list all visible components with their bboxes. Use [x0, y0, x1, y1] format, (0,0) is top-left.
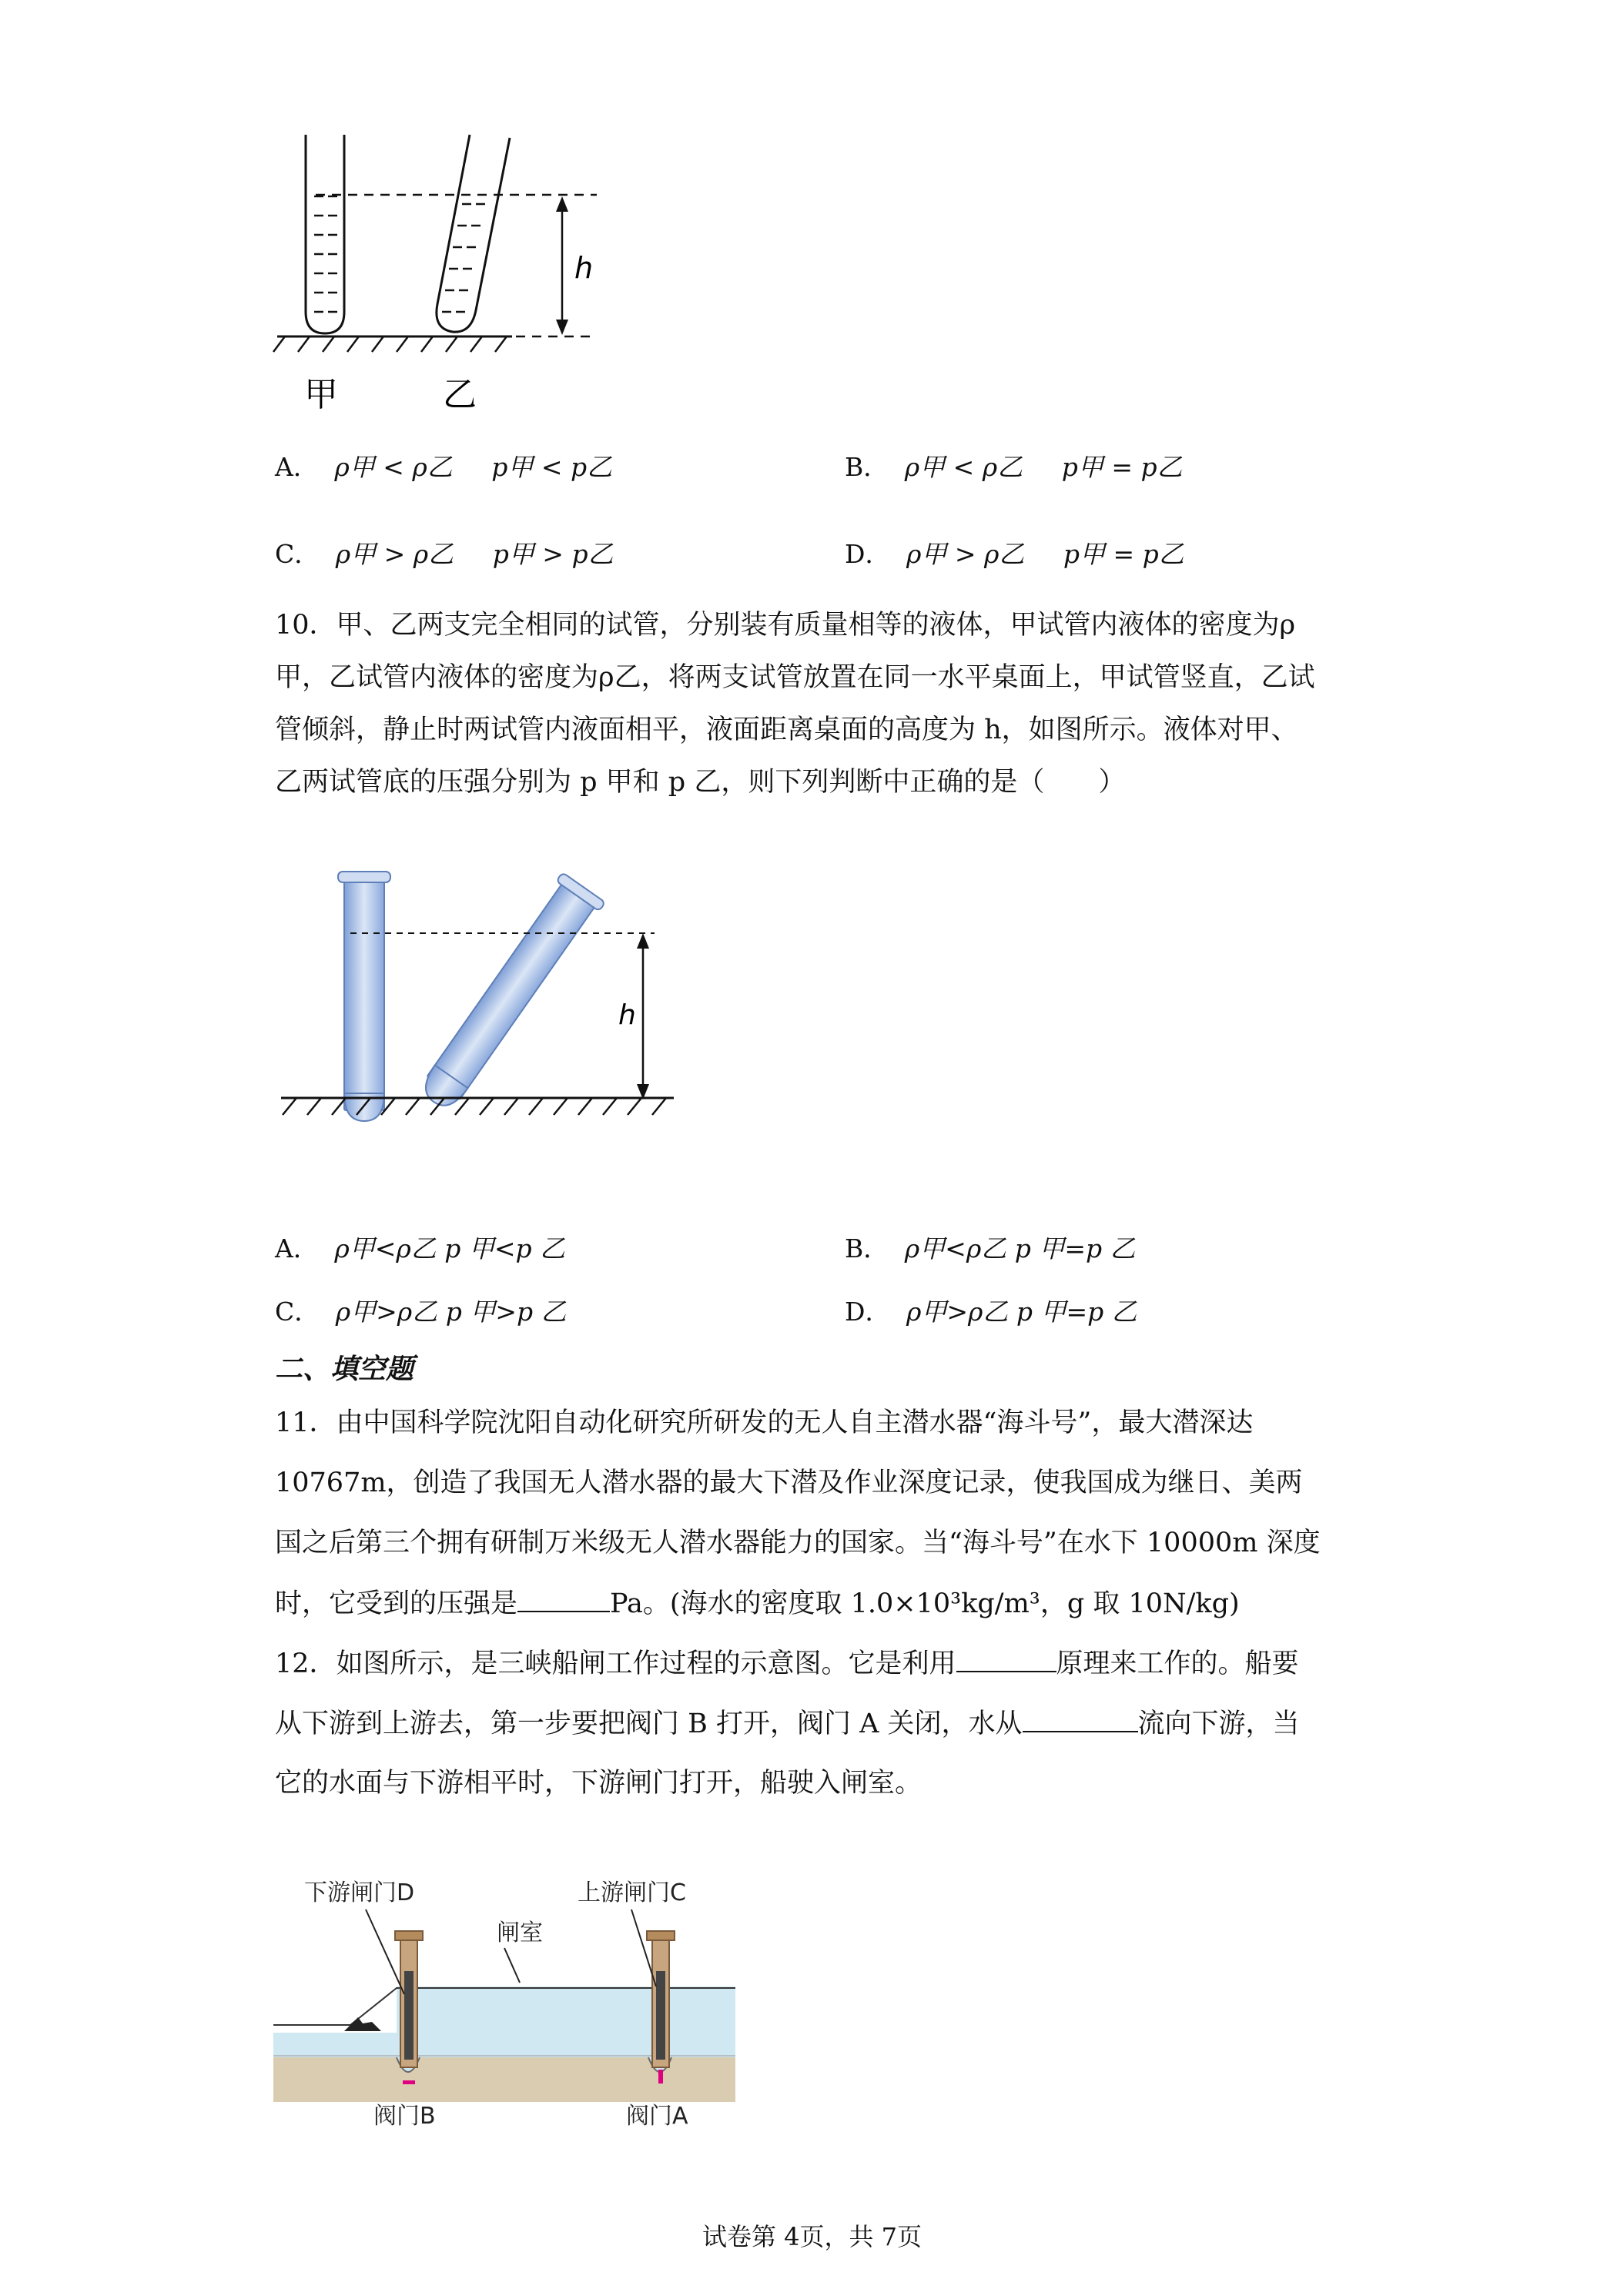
fig1-label-yi: 乙	[443, 375, 477, 414]
q11-line-2: 10767m，创造了我国无人潜水器的最大下潜及作业深度记录，使我国成为继日、美两	[275, 1468, 1303, 1498]
q12-answer-blank-2[interactable]	[1023, 1706, 1138, 1732]
q10-option-d: D． ρ甲>ρ乙 p 甲=p 乙	[845, 1297, 1137, 1327]
fig3-label-gate-d: 下游闸门D	[304, 1879, 415, 1906]
fig3-label-gate-c: 上游闸门C	[578, 1879, 686, 1906]
section-title-fill-in: 二、填空题	[275, 1354, 414, 1385]
q10-line-1: 10．甲、乙两支完全相同的试管，分别装有质量相等的液体，甲试管内液体的密度为ρ	[275, 610, 1296, 641]
q9-option-b: B． ρ甲 < ρ乙 p甲 = p乙	[845, 452, 1183, 482]
page-footer: 试卷第 4页，共 7页	[702, 2222, 922, 2251]
fig3-label-chamber: 闸室	[497, 1919, 543, 1946]
q12-line-2: 从下游到上游去，第一步要把阀门 B 打开，阀门 A 关闭，水从 流向下游，当	[275, 1706, 1300, 1741]
q9-option-a: A． ρ甲 < ρ乙 p甲 < p乙	[275, 452, 613, 482]
figure-ship-lock	[273, 1879, 735, 2140]
fig2-h-label: h	[618, 999, 636, 1031]
fig3-label-valve-a: 阀门A	[626, 2103, 688, 2130]
q11-answer-blank[interactable]	[517, 1586, 610, 1612]
q11-line-3: 国之后第三个拥有研制万米级无人潜水器能力的国家。当“海斗号”在水下 10000m 深度	[275, 1528, 1321, 1558]
q10-line-3: 管倾斜，静止时两试管内液面相平，液面距离桌面的高度为 h，如图所示。液体对甲、	[275, 715, 1298, 745]
q12-line-1: 12．如图所示，是三峡船闸工作过程的示意图。它是利用 原理来工作的。船要	[275, 1646, 1299, 1681]
q9-option-d: D． ρ甲 > ρ乙 p甲 = p乙	[845, 539, 1184, 569]
q12-line-3: 它的水面与下游相平时，下游闸门打开，船驶入闸室。	[275, 1768, 922, 1799]
figure-test-tubes-color	[273, 862, 689, 1155]
q9-option-c: C． ρ甲 > ρ乙 p甲 > p乙	[275, 539, 614, 569]
q10-option-a: A． ρ甲<ρ乙 p 甲<p 乙	[275, 1233, 566, 1263]
q11-line-4: 时，它受到的压强是 Pa。(海水的密度取 1.0×10³kg/m³，g 取 10N/kg)	[275, 1586, 1240, 1621]
q10-line-2: 甲，乙试管内液体的密度为ρ乙，将两支试管放置在同一水平桌面上，甲试管竖直，乙试	[275, 662, 1315, 693]
q12-answer-blank-1[interactable]	[956, 1646, 1056, 1672]
fig3-label-valve-b: 阀门B	[373, 2103, 436, 2130]
figure-test-tubes-lineart	[270, 127, 631, 420]
q10-option-c: C． ρ甲>ρ乙 p 甲>p 乙	[275, 1297, 567, 1327]
fig1-h-label: h	[574, 251, 594, 285]
q10-option-b: B． ρ甲<ρ乙 p 甲=p 乙	[845, 1233, 1136, 1263]
q10-line-4: 乙两试管底的压强分别为 p 甲和 p 乙，则下列判断中正确的是（ ）	[275, 767, 1126, 798]
fig1-label-jia: 甲	[304, 375, 338, 414]
q11-line-1: 11．由中国科学院沈阳自动化研究所研发的无人自主潜水器“海斗号”，最大潜深达	[275, 1407, 1254, 1438]
